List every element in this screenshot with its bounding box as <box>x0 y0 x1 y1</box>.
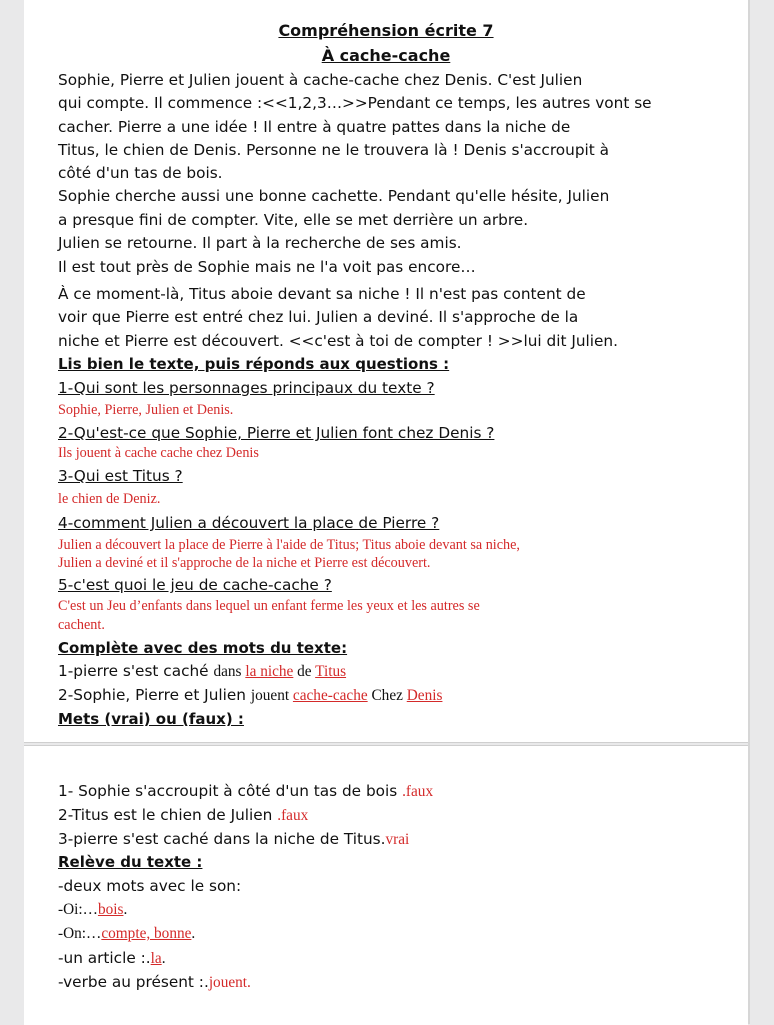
true-false-heading: Mets (vrai) ou (faux) : <box>58 710 244 728</box>
sentence-word: jouent <box>250 687 293 704</box>
releve-heading: Relève du texte : <box>58 853 203 871</box>
statement-text: 3-pierre s'est caché dans la niche de Titus. <box>58 830 386 848</box>
sentence-text: 2-Sophie, Pierre et Julien <box>58 686 251 704</box>
answer-3: le chien de Deniz. <box>58 491 161 507</box>
releve-label: -un article :. <box>58 949 151 967</box>
punctuation: . <box>191 925 196 942</box>
releve-label: -verbe au présent :. <box>58 973 209 991</box>
story-line: a presque fini de compter. Vite, elle se met derrière un arbre. <box>58 211 529 229</box>
answer-4-line: Julien a découvert la place de Pierre à l'aide de Titus; Titus aboie devant sa niche, <box>58 537 520 553</box>
releve-answer: bois <box>97 901 124 918</box>
question-2: 2-Qu'est-ce que Sophie, Pierre et Julien font chez Denis ? <box>58 424 495 442</box>
statement-answer: vrai <box>385 831 410 848</box>
statement-answer: .faux <box>277 807 309 824</box>
question-1: 1-Qui sont les personnages principaux du texte ? <box>58 379 435 397</box>
instruction-heading: Lis bien le texte, puis réponds aux questions : <box>58 355 450 373</box>
filled-blank: Denis <box>406 687 443 704</box>
story-line: Titus, le chien de Denis. Personne ne le trouvera là ! Denis s'accroupit à <box>58 141 610 159</box>
story-line: Julien se retourne. Il part à la recherche de ses amis. <box>58 234 462 252</box>
answer-4-line: Julien a deviné et il s'approche de la niche et Pierre est découvert. <box>58 555 431 571</box>
true-false-statement-1 <box>58 781 433 802</box>
releve-answer: jouent. <box>208 974 251 991</box>
statement-text: 2-Titus est le chien de Julien <box>58 806 278 824</box>
story-line: niche et Pierre est découvert. <<c'est à toi de compter ! >>lui dit Julien. <box>58 332 618 350</box>
filled-blank: la niche <box>245 663 294 680</box>
sentence-text: 1-pierre s'est caché <box>58 662 214 680</box>
answer-5-line: C'est un Jeu d’enfants dans lequel un enfant ferme les yeux et les autres se <box>58 598 480 614</box>
releve-intro: -deux mots avec le son: <box>58 877 242 895</box>
statement-answer: .faux <box>402 783 434 800</box>
true-false-statement-3 <box>58 829 409 850</box>
releve-label: -On:… <box>58 925 102 942</box>
answer-2: Ils jouent à cache cache chez Denis <box>58 445 259 461</box>
releve-on <box>58 924 195 944</box>
releve-article <box>58 948 166 969</box>
punctuation: . <box>161 950 166 967</box>
story-title: À cache-cache <box>321 46 451 65</box>
story-line: Sophie cherche aussi une bonne cachette. Pendant qu'elle hésite, Julien <box>58 187 610 205</box>
question-5: 5-c'est quoi le jeu de cache-cache ? <box>58 576 332 594</box>
complete-sentence-1 <box>58 661 346 682</box>
sentence-word: Chez <box>367 687 407 704</box>
story-line: Sophie, Pierre et Julien jouent à cache-cache chez Denis. C'est Julien <box>58 71 583 89</box>
releve-label: -Oi:… <box>58 901 98 918</box>
story-line: Il est tout près de Sophie mais ne l'a voit pas encore… <box>58 258 476 276</box>
statement-text: 1- Sophie s'accroupit à côté d'un tas de bois <box>58 782 403 800</box>
document-page-1 <box>24 0 748 743</box>
complete-heading: Complète avec des mots du texte: <box>58 639 348 657</box>
sentence-word: de <box>293 663 316 680</box>
filled-blank: Titus <box>315 663 347 680</box>
releve-answer: la <box>150 950 162 967</box>
releve-answer: compte, bonne <box>101 925 192 942</box>
document-page-2 <box>24 745 748 1025</box>
page-edge-shadow <box>748 0 750 1024</box>
story-line: côté d'un tas de bois. <box>58 164 223 182</box>
punctuation: . <box>123 901 128 918</box>
story-line: À ce moment-là, Titus aboie devant sa niche ! Il n'est pas content de <box>58 285 586 303</box>
true-false-statement-2 <box>58 805 308 826</box>
releve-oi <box>58 900 127 920</box>
answer-5-line: cachent. <box>58 617 105 633</box>
question-3: 3-Qui est Titus ? <box>58 467 183 485</box>
worksheet-title: Compréhension écrite 7 <box>278 21 494 40</box>
story-line: voir que Pierre est entré chez lui. Julien a deviné. Il s'approche de la <box>58 308 579 326</box>
releve-verbe <box>58 972 251 993</box>
complete-sentence-2 <box>58 685 442 706</box>
story-line: qui compte. Il commence :<<1,2,3…>>Pendant ce temps, les autres vont se <box>58 94 652 112</box>
filled-blank: cache-cache <box>292 687 368 704</box>
question-4: 4-comment Julien a découvert la place de Pierre ? <box>58 514 440 532</box>
answer-1: Sophie, Pierre, Julien et Denis. <box>58 402 234 418</box>
story-line: cacher. Pierre a une idée ! Il entre à quatre pattes dans la niche de <box>58 118 571 136</box>
sentence-word: dans <box>213 663 246 680</box>
